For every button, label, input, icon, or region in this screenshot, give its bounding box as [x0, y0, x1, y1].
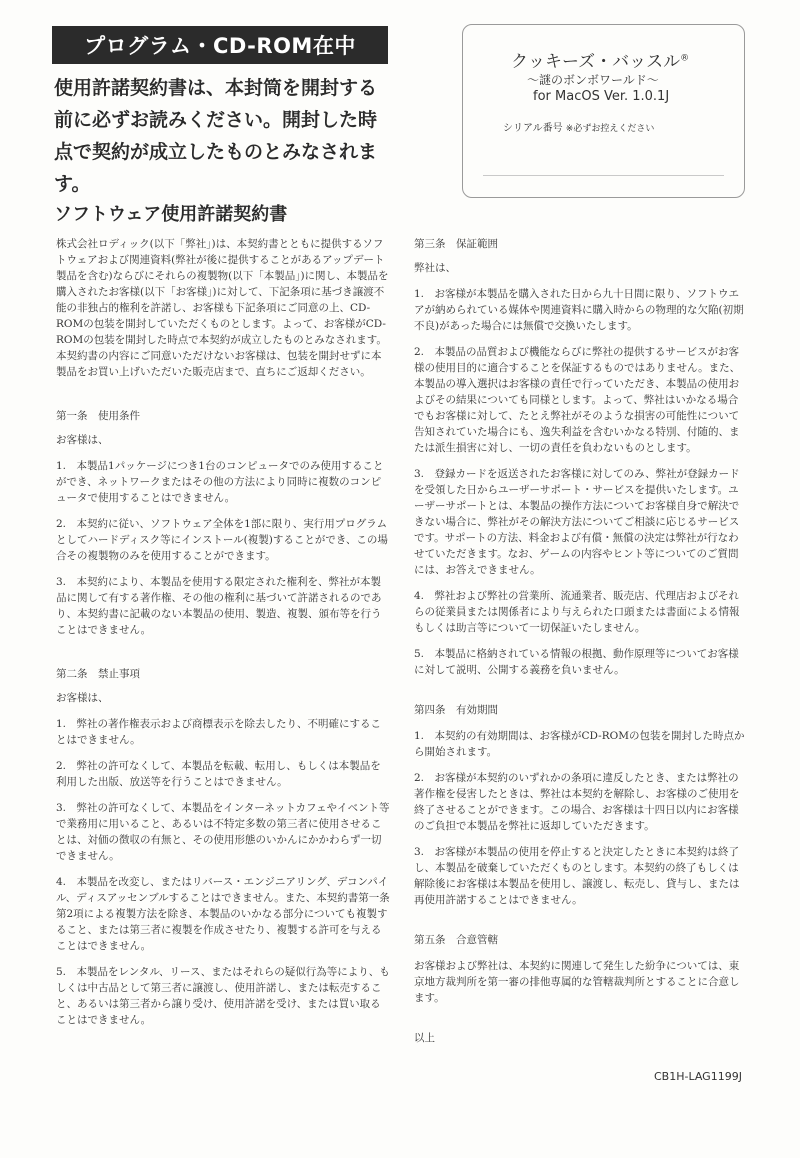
article-3-item: 3. 登録カードを返送されたお客様に対してのみ、弊社が登録カードを受領した日からユーザーサポート・サービスを提供いたします。ユーザーサポートとは、本製品の操作方法についてお客様自身で解決できない場合に、弊社がその解決方法についてご相談に応じるサービスです。サポートの方法、料金および有償・無償の決定は弊社が行なわせていただきます。なお、ゲームの内容やヒント等についてのご質問には、お答えできません。 [414, 468, 740, 576]
article-3-item: 4. 弊社および弊社の営業所、流通業者、販売店、代理店およびそれらの従業員または関係者により与えられた口頭または書面による情報もしくは助言等について一切保証いたしません。 [414, 590, 740, 634]
article-2-item: 2. 弊社の許可なくして、本製品を転載、転用し、もしくは本製品を利用した出版、放送等を行うことはできません。 [56, 760, 381, 788]
serial-label: シリアル番号 [503, 123, 563, 134]
article-3-title: 第三条 保証範囲 [414, 238, 498, 250]
product-version: for MacOS Ver. 1.0.1J [533, 89, 670, 104]
article-3-item: 5. 本製品に格納されている情報の根拠、動作原理等についてお客様に対して説明、公開する義務を負いません。 [414, 648, 739, 676]
warning-notice: 使用許諾契約書は、本封筒を開封する前に必ずお読みください。開封した時点で契約が成立したものとみなされます。 [54, 77, 378, 195]
article-1-lead: お客様は、 [56, 434, 109, 446]
article-2-item: 3. 弊社の許可なくして、本製品をインターネットカフェやイベント等で業務用に用いること、あるいは不特定多数の第三者に使用させることは、対価の徴収の有無と、その使用形態のいかんにかかわらず一切できません。 [56, 802, 390, 862]
product-title-line [511, 47, 689, 72]
right-column [414, 236, 748, 1046]
article-2-title: 第二条 禁止事項 [56, 668, 140, 680]
serial-write-line [483, 175, 724, 176]
article-2-lead: お客様は、 [56, 692, 109, 704]
article-4-item: 1. 本契約の有効期間は、お客様がCD-ROMの包装を開封した時点から開始されます。 [414, 730, 745, 758]
left-column [56, 236, 390, 1028]
article-5-text: お客様および弊社は、本契約に関連して発生した紛争については、東京地方裁判所を第一審の排他専属的な管轄裁判所とすることに合意します。 [414, 960, 740, 1004]
banner-label: プログラム・CD-ROM在中 [52, 26, 388, 64]
article-2-item: 5. 本製品をレンタル、リース、またはそれらの疑似行為等により、もしくは中古品として第三者に譲渡し、使用許諾し、または転売すること、あるいは第三者から譲り受け、使用許諾を受け、または買い取ることはできません。 [56, 966, 390, 1026]
serial-line [503, 119, 654, 134]
serial-note: ※必ずお控えください [565, 124, 655, 134]
product-code: CB1H-LAG1199J [654, 1070, 742, 1083]
closing-text: 以上 [414, 1032, 435, 1044]
article-1-item: 3. 本契約により、本製品を使用する限定された権利を、弊社が本製品に関して有する著作権、その他の権利に基づいて許諾されるのであり、本契約書に記載のない本製品の使用、製造、複製、頒布等を行うことはできません。 [56, 576, 382, 636]
article-2-item: 1. 弊社の著作権表示および商標表示を除去したり、不明確にすることはできません。 [56, 718, 382, 746]
registered-mark: ® [680, 53, 690, 64]
article-4-title: 第四条 有効期間 [414, 704, 498, 716]
article-5-title: 第五条 合意管轄 [414, 934, 498, 946]
article-3-item: 2. 本製品の品質および機能ならびに弊社の提供するサービスがお客様の使用目的に適合することを保証するものではありません。また、本製品の導入選択はお客様の責任で行っていただき、本製品の使用およびその結果についても同様とします。よって、弊社はいかなる場合でもお客様に対して、たとえ弊社がそのような損害の可能性について告知されていた場合にも、逸失利益を含むいかなる特別、付随的、または派生損害に対し、一切の責任を負わないものとします。 [414, 346, 741, 454]
product-subtitle: ～謎のボンボワールド～ [527, 73, 659, 87]
intro-paragraph: 株式会社ロディック(以下「弊社」)は、本契約書とともに提供するソフトウェアおよび関連資料(弊社が後に提供することがあるアップデート製品を含む)ならびにそれらの複製物(以下「本製品」)に関し、本製品を購入されたお客様(以下「お客様」)に対して、下記条項に基づき譲渡不能の非独占的権利を許諾し、お客様も下記条項にご同意の上、CD-ROMの包装を開封していただくものとします。よって、お客様がCD-ROMの包装を開封した時点で本契約が成立したものとみなされます。本契約書の内容にご同意いただけないお客様は、包装を開封せずに本製品をお買い上げいただいた販売店まで、直ちにご返却ください。 [56, 238, 389, 378]
document-title: ソフトウェア使用許諾契約書 [54, 204, 288, 225]
article-1-title: 第一条 使用条件 [56, 410, 140, 422]
article-1-item: 2. 本契約に従い、ソフトウェア全体を1部に限り、実行用プログラムとしてハードディスク等にインストール(複製)することができ、この場合その複製物のみを使用することができます。 [56, 518, 388, 562]
article-3-item: 1. お客様が本製品を購入された日から九十日間に限り、ソフトウエアが納められている媒体や関連資料に購入時からの物理的な欠陥(初期不良)があった場合には無償で交換いたします。 [414, 288, 744, 332]
article-1-item: 1. 本製品1パッケージにつき1台のコンピュータでのみ使用することができ、ネットワークまたはその他の方法により同時に複数のコンピュータで使用することはできません。 [56, 460, 384, 504]
product-info-box [462, 24, 745, 198]
article-3-lead: 弊社は、 [414, 262, 456, 274]
article-4-item: 2. お客様が本契約のいずれかの条項に違反したとき、または弊社の著作権を侵害したときは、弊社は本契約を解除し、お客様のご使用を終了させることができます。この場合、お客様は十四日以内にお客様のご負担で本製品を弊社に返却していただきます。 [414, 772, 740, 832]
article-2-item: 4. 本製品を改変し、またはリバース・エンジニアリング、デコンパイル、ディスアッセンブルすることはできません。また、本契約書第一条第2項による複製方法を除き、本製品のいかなる部分についても複製すること、または第三者に複製を作成させたり、複製する許可を与えることはできません。 [56, 876, 390, 952]
product-title: クッキーズ・バッスル [511, 52, 681, 72]
article-4-item: 3. お客様が本製品の使用を停止すると決定したときに本契約は終了し、本製品を破棄していただくものとします。本契約の終了もしくは解除後にお客様は本製品を使用し、譲渡し、転売し、貸与し、または再使用許諾することはできません。 [414, 846, 740, 906]
